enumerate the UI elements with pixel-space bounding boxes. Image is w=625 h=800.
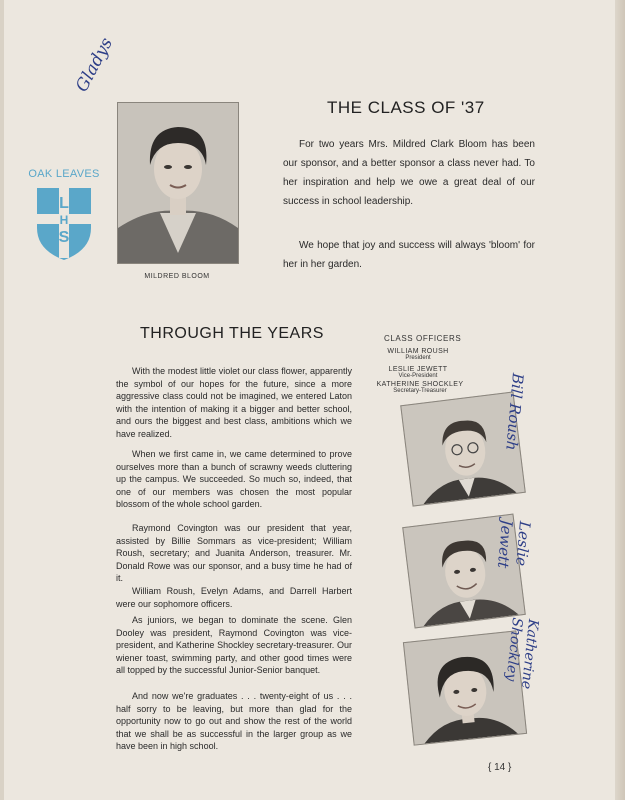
sponsor-caption: MILDRED BLOOM	[144, 273, 210, 280]
years-paragraph-4: William Roush, Evelyn Adams, and Darrell Harbert were our sophomore officers.	[116, 586, 352, 609]
officer-signature-president: Bill Roush	[502, 372, 527, 452]
officer-signature-secretary-treasurer: Katherine Shockley	[502, 616, 541, 690]
officer-role: President	[405, 355, 431, 361]
oak-leaves-logo	[26, 168, 102, 262]
officer-signature-vice-president: Leslie Jewett	[493, 518, 534, 569]
years-paragraph-3: Raymond Covington was our president that year, assisted by Billie Sommars as vice-president; William Roush, secretary; and Juanita Anderson, treasurer. Mr. Donald Rowe was our sponsor, and a busy time he had of it.	[116, 523, 352, 583]
svg-text:G: G	[76, 216, 84, 226]
class-paragraph-2: We hope that joy and success will always 'bloom' for her in her garden.	[283, 240, 535, 270]
sponsor-signature: Gladys	[72, 34, 118, 96]
page-edge	[615, 0, 625, 800]
logo-letter-l: L	[59, 195, 69, 212]
class-title: THE CLASS OF '37	[327, 98, 485, 117]
years-paragraph-6: And now we're graduates . . . twenty-eight of us . . . half sorry to be leaving, but more than glad for the opportunity now to go out and show the rest of the world that we shall be as successful in the larger group as we have been in high school.	[116, 691, 352, 751]
officer-secretary-treasurer	[370, 381, 470, 394]
officer-name: WILLIAM ROUSH	[387, 348, 449, 355]
page-number: { 14 }	[488, 762, 512, 773]
officer-role: Vice-President	[398, 373, 438, 379]
officer-role: Secretary-Treasurer	[393, 388, 447, 394]
logo-letter-h: H	[59, 213, 69, 227]
logo-letter-s: S	[58, 229, 70, 246]
svg-text:J: J	[45, 216, 51, 226]
years-paragraph-2: When we first came in, we came determined to prove ourselves more than a bunch of scrawny weeds cluttering up the campus. We succeeded. So much so, indeed, that one of our members was chosen the most popular blossom of the whole school garden.	[116, 449, 352, 509]
class-paragraph-1: For two years Mrs. Mildred Clark Bloom has been our sponsor, and a better sponsor a class never had. To her inspiration and help we owe a great deal of our success in school leadership.	[283, 139, 535, 207]
years-paragraph-1: With the modest little violet our class flower, apparently the symbol of our hopes for the future, since a more aggressive class could not be imagined, we entered Laton with the intention of making it a bigger and better school, and ours the biggest and best class, ambitions which we have realized.	[116, 366, 352, 439]
logo-title: OAK LEAVES	[28, 168, 100, 180]
officer-name: LESLIE JEWETT	[388, 366, 448, 373]
years-paragraph-5: As juniors, we began to dominate the scene. Glen Dooley was president, Raymond Covington was vice-president, and Katherine Shockley secretary-treasurer. Our wiener toast, swimming party, and other good times were all topped by the successful Junior-Senior banquet.	[116, 615, 352, 675]
officers-title: CLASS OFFICERS	[384, 334, 462, 343]
officer-vice-president	[376, 366, 460, 379]
page-binding	[0, 0, 4, 800]
shield-icon	[33, 184, 95, 262]
officer-president	[376, 348, 460, 361]
sponsor-photo	[117, 102, 239, 264]
officer-name: KATHERINE SHOCKLEY	[376, 381, 464, 388]
years-title: THROUGH THE YEARS	[140, 325, 324, 342]
